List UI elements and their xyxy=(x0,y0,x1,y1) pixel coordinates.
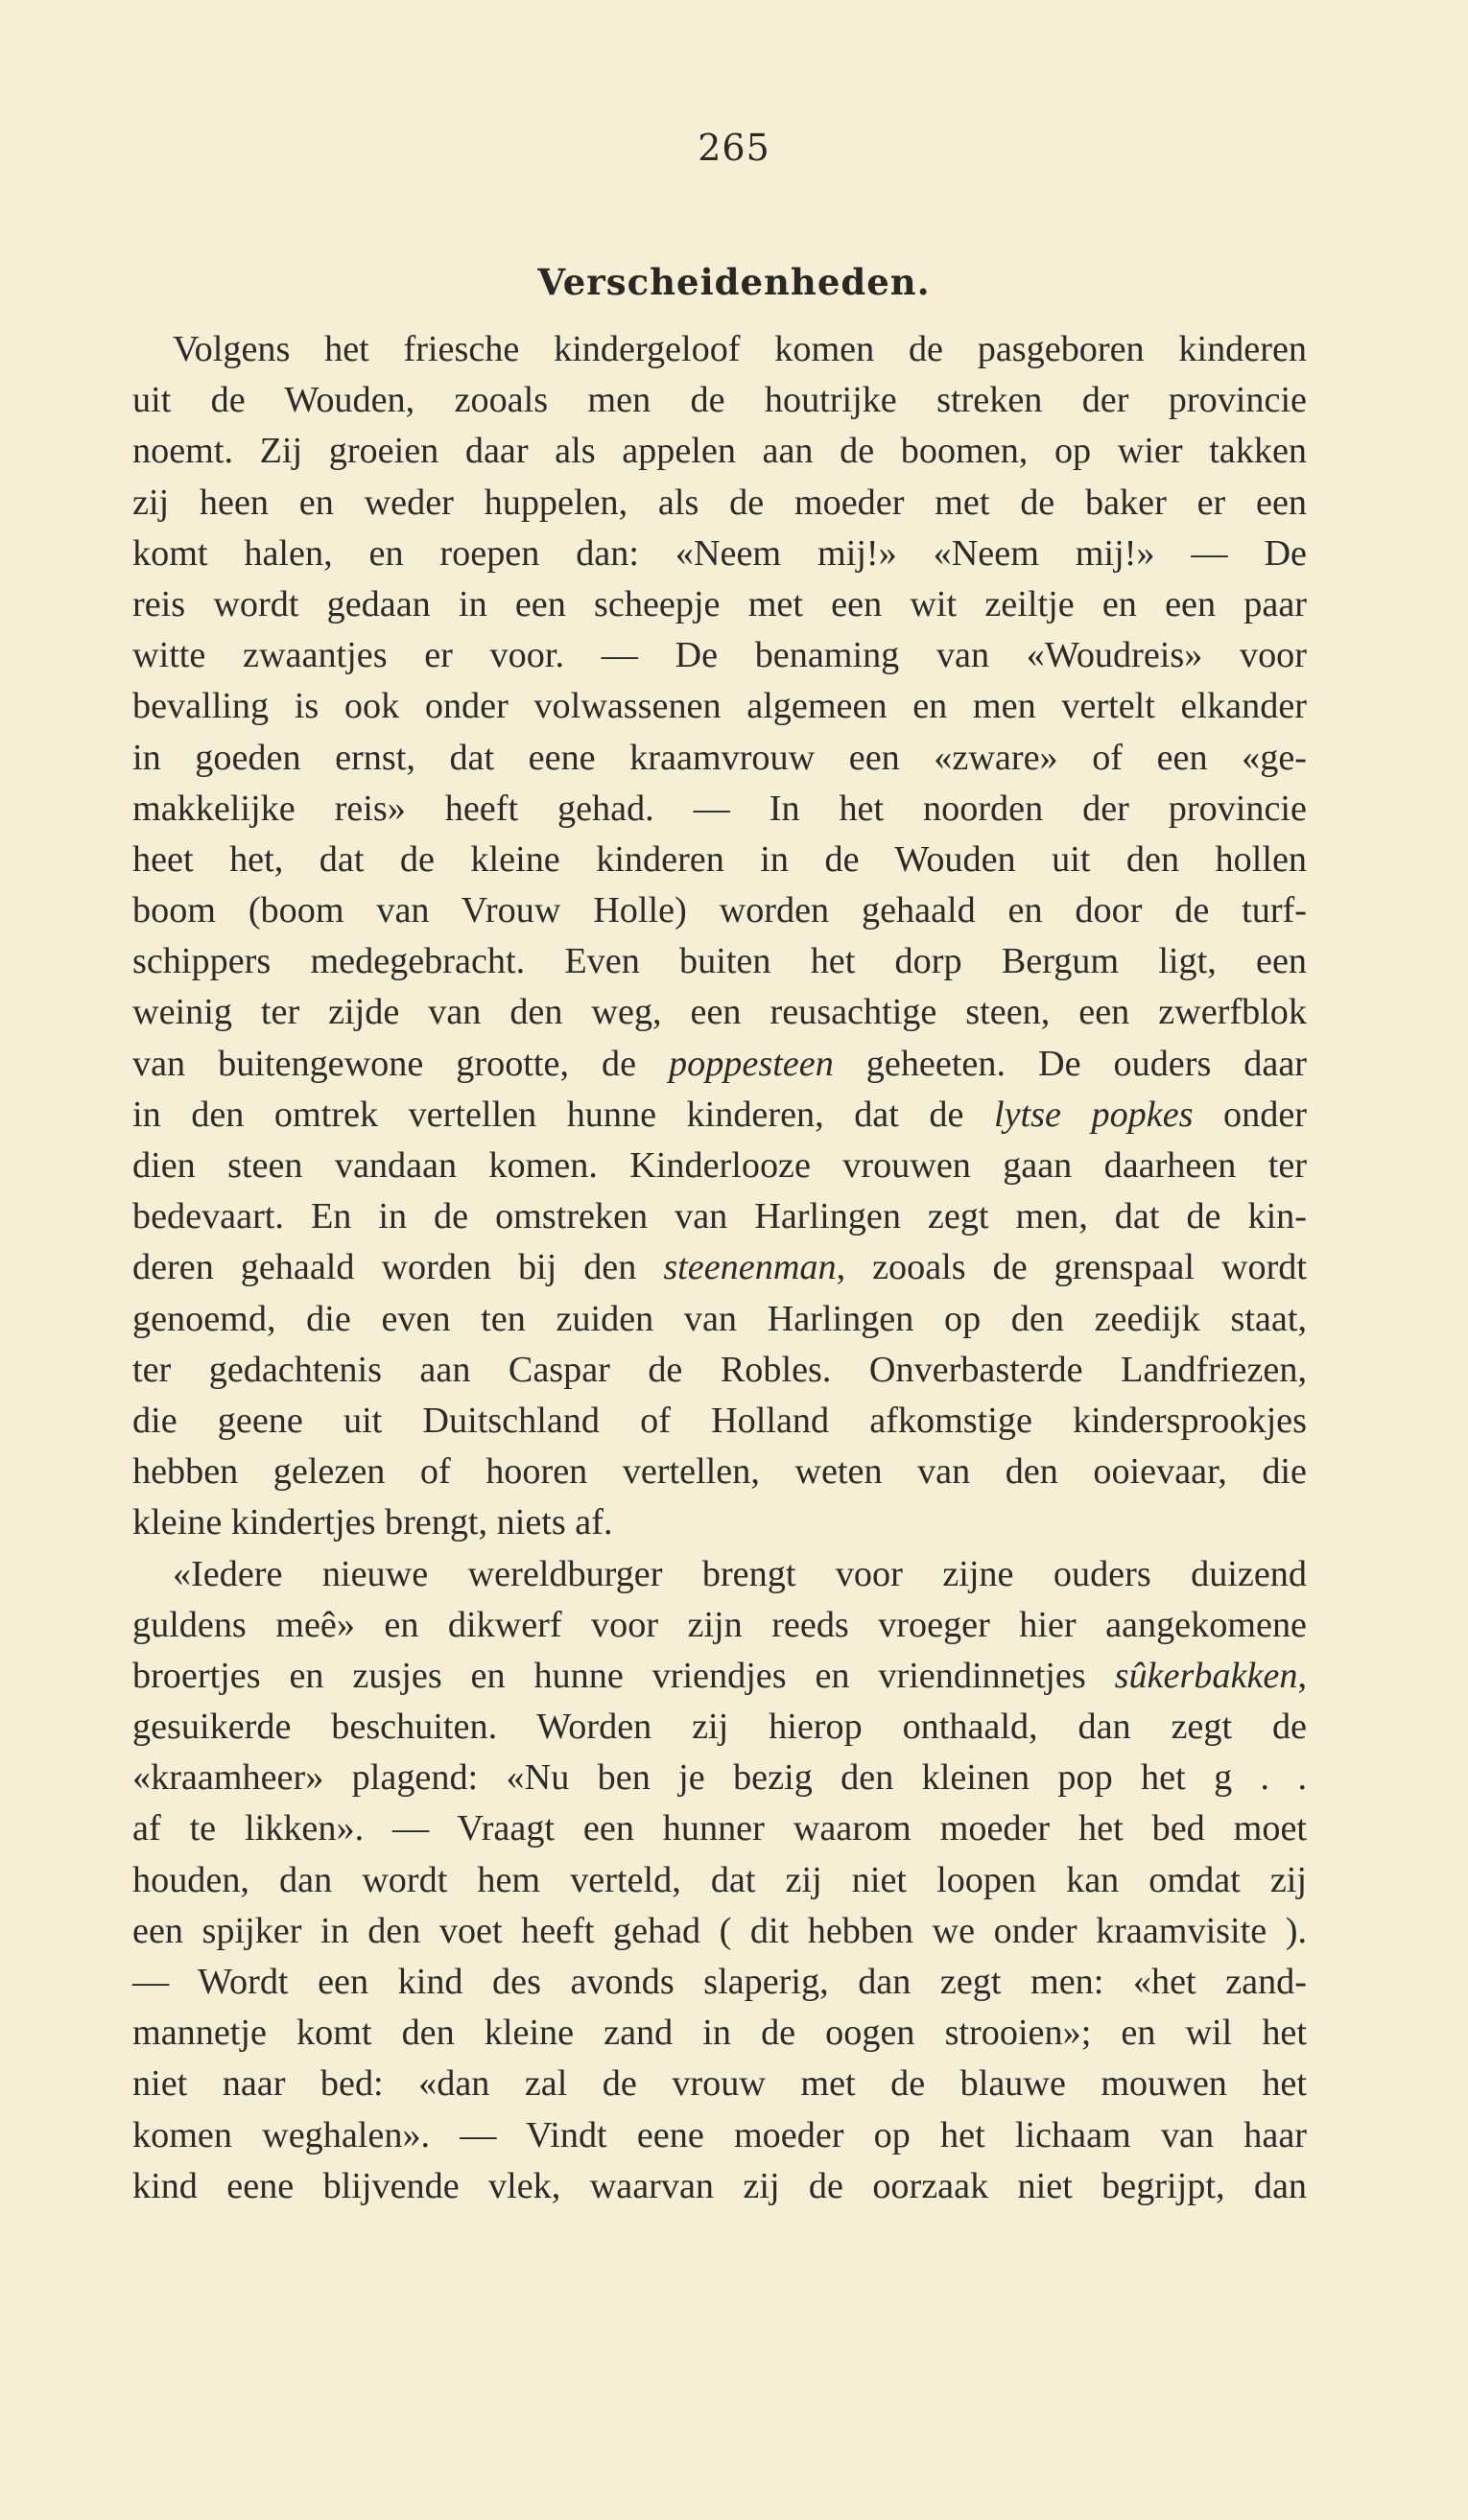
italic-term: steenenman xyxy=(663,1247,837,1288)
text-line xyxy=(132,1242,1307,1293)
text-line: «Iedere nieuwe wereldburger brengt voor zijne ouders duizend xyxy=(173,1553,1307,1594)
text-line: reis wordt gedaan in een scheepje met een wit zeiltje en een paar xyxy=(132,583,1307,624)
text-line xyxy=(132,1039,1307,1090)
text-line: bedevaart. En in de omstreken van Harlingen zegt men, dat de kin- xyxy=(132,1196,1307,1237)
text-line: in goeden ernst, dat eene kraamvrouw een «zware» of een «ge- xyxy=(132,737,1307,778)
text-line: weinig ter zijde van den weg, een reusachtige steen, een zwerfblok xyxy=(132,992,1307,1033)
text-line: guldens meê» en dikwerf voor zijn reeds vroeger hier aangekomene xyxy=(132,1604,1307,1645)
text-line: kind eene blijvende vlek, waarvan zij de oorzaak niet begrijpt, dan xyxy=(132,2165,1307,2206)
text-line: heet het, dat de kleine kinderen in de Wouden uit den hollen xyxy=(132,838,1307,880)
text-line: uit de Wouden, zooals men de houtrijke streken der provincie xyxy=(132,380,1307,421)
text-fragment: onder xyxy=(1193,1094,1307,1135)
text-fragment: , xyxy=(1297,1655,1307,1696)
text-line: hebben gelezen of hooren vertellen, weten van den ooievaar, die xyxy=(132,1451,1307,1493)
text-line: komen weghalen». — Vindt eene moeder op het lichaam van haar xyxy=(132,2114,1307,2155)
body-text xyxy=(132,324,1307,2212)
text-line: makkelijke reis» heeft gehad. — In het noorden der provincie xyxy=(132,788,1307,829)
text-line: boom (boom van Vrouw Holle) worden gehaald en door de turf- xyxy=(132,890,1307,931)
text-line: ter gedachtenis aan Caspar de Robles. Onverbasterde Landfriezen, xyxy=(132,1349,1307,1390)
text-line: houden, dan wordt hem verteld, dat zij niet loopen kan omdat zij xyxy=(132,1859,1307,1900)
text-line: af te likken». — Vraagt een hunner waarom moeder het bed moet xyxy=(132,1808,1307,1849)
text-fragment: , zooals de grenspaal wordt xyxy=(836,1247,1307,1288)
text-fragment: deren gehaald worden bij den xyxy=(132,1247,664,1288)
italic-term: poppesteen xyxy=(669,1043,834,1084)
text-line xyxy=(132,1090,1307,1141)
text-fragment: in den omtrek vertellen hunne kinderen, dat de xyxy=(132,1094,994,1135)
text-line: schippers medegebracht. Even buiten het dorp Bergum ligt, een xyxy=(132,941,1307,982)
text-line: Volgens het friesche kindergeloof komen de pasgeboren kinderen xyxy=(173,329,1307,369)
text-line: zij heen en weder huppelen, als de moeder met de baker er een xyxy=(132,482,1307,523)
text-line: «kraamheer» plagend: «Nu ben je bezig den kleinen pop het g . . xyxy=(132,1757,1307,1799)
section-heading: Verscheidenheden. xyxy=(537,261,931,303)
text-line: mannetje komt den kleine zand in de oogen strooien»; en wil het xyxy=(132,2013,1307,2054)
text-line: gesuikerde beschuiten. Worden zij hierop onthaald, dan zegt de xyxy=(132,1707,1307,1748)
text-line: een spijker in den voet heeft gehad ( dit hebben we onder kraamvisite ). xyxy=(132,1910,1307,1951)
text-line: kleine kindertjes brengt, niets af. xyxy=(132,1502,613,1543)
italic-term: lytse popkes xyxy=(993,1094,1194,1135)
page-number: 265 xyxy=(698,127,770,169)
text-line: — Wordt een kind des avonds slaperig, dan zegt men: «het zand- xyxy=(132,1962,1307,2002)
text-fragment: broertjes en zusjes en hunne vriendjes en vriendinnetjes xyxy=(132,1655,1115,1696)
text-fragment: van buitengewone grootte, de xyxy=(132,1043,670,1084)
text-line: bevalling is ook onder volwassenen algemeen en men vertelt elkander xyxy=(132,686,1307,727)
text-line: niet naar bed: «dan zal de vrouw met de blauwe mouwen het xyxy=(132,2063,1307,2105)
text-line: die geene uit Duitschland of Holland afkomstige kindersprookjes xyxy=(132,1400,1307,1441)
text-line: genoemd, die even ten zuiden van Harlingen op den zeedijk staat, xyxy=(132,1298,1307,1339)
text-fragment: geheeten. De ouders daar xyxy=(833,1043,1307,1084)
italic-term: sûkerbakken xyxy=(1114,1655,1298,1696)
text-line: dien steen vandaan komen. Kinderlooze vrouwen gaan daarheen ter xyxy=(132,1145,1307,1186)
text-line: witte zwaantjes er voor. — De benaming van «Woudreis» voor xyxy=(132,635,1307,676)
text-line: noemt. Zij groeien daar als appelen aan de boomen, op wier takken xyxy=(132,431,1307,472)
text-line: komt halen, en roepen dan: «Neem mij!» «Neem mij!» — De xyxy=(132,532,1307,574)
text-line xyxy=(132,1651,1307,1702)
